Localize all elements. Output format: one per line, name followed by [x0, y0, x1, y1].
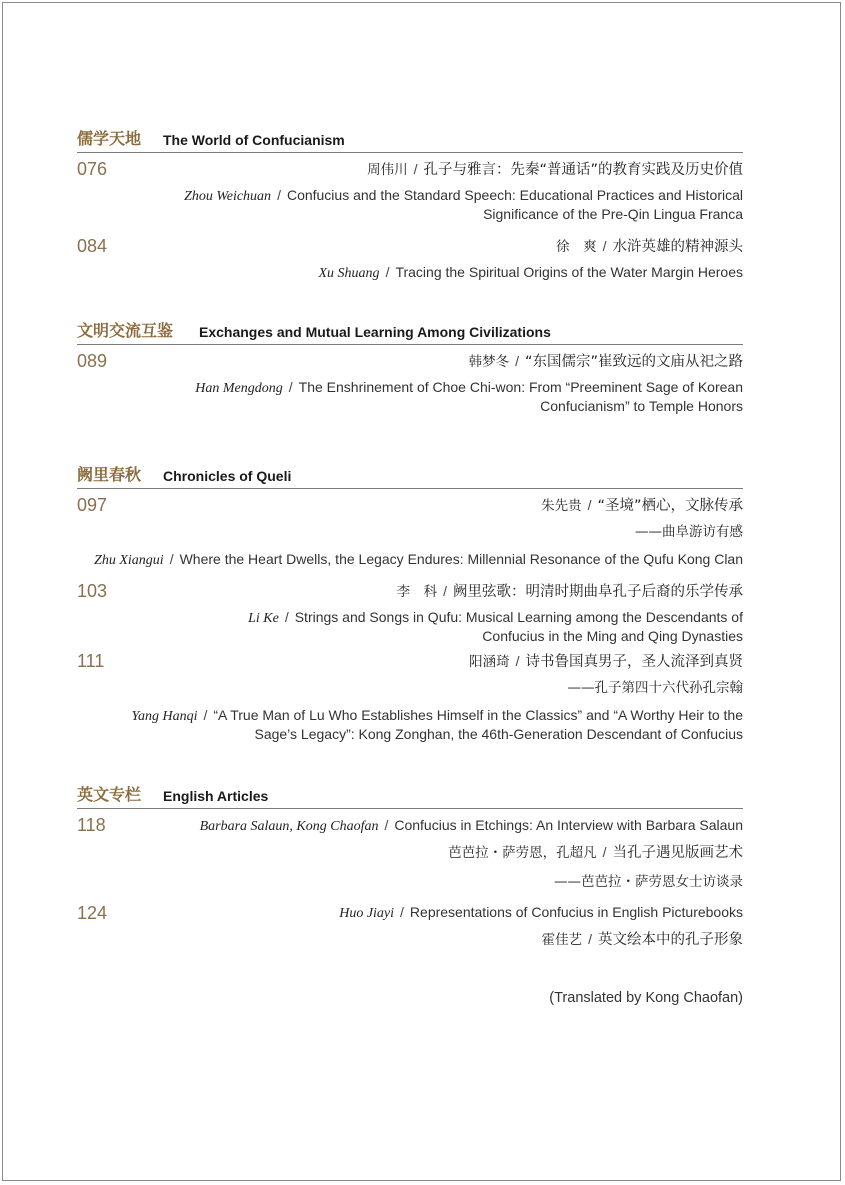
separator: /	[588, 931, 592, 947]
separator: /	[284, 609, 289, 625]
cn-title: 诗书鲁国真男子，圣人流泽到真贤	[525, 654, 743, 670]
en-title: Representations of Confucius in English Picturebooks	[409, 904, 743, 920]
en-title: Tracing the Spiritual Origins of the Water Margin Heroes	[395, 264, 743, 280]
page-number: 103	[77, 581, 108, 601]
page-number: 076	[77, 159, 108, 179]
en-line-2	[254, 725, 743, 744]
cn-author: 李 科	[396, 584, 438, 600]
cn-line	[448, 843, 743, 863]
cn-title: 英文绘本中的孔子形象	[598, 932, 743, 948]
cn-title: “圣境”栖心，文脉传承	[597, 498, 743, 514]
en-title: Where the Heart Dwells, the Legacy Endures: Millennial Resonance of the Qufu Kong Clan	[179, 551, 743, 567]
en-line	[184, 186, 743, 206]
page-number: 118	[77, 815, 106, 835]
cn-author: 阳涵琦	[469, 654, 510, 670]
en-title-continued: Significance of the Pre-Qin Lingua Franca	[483, 206, 743, 222]
section-title-en: English Articles	[163, 788, 269, 804]
cn-author: 周伟川	[367, 162, 408, 178]
en-author: Zhu Xiangui	[94, 553, 164, 568]
section-header	[77, 464, 743, 489]
en-line	[339, 903, 743, 923]
separator: /	[602, 844, 607, 860]
page-number: 124	[77, 903, 108, 923]
en-title: The Enshrinement of Choe Chi-won: From “Preeminent Sage of Korean	[298, 379, 743, 395]
cn-line	[541, 496, 743, 516]
separator: /	[515, 653, 520, 669]
separator: /	[443, 583, 447, 599]
cn-line	[469, 352, 743, 372]
section-header	[77, 320, 743, 345]
cn-subtitle-line	[568, 678, 744, 698]
en-line	[94, 550, 743, 570]
separator: /	[400, 904, 404, 920]
en-author: Li Ke	[248, 611, 279, 626]
en-title-continued: Confucius in the Ming and Qing Dynasties	[482, 628, 743, 644]
en-title-continued: Confucianism” to Temple Honors	[540, 398, 743, 414]
cn-subtitle: ——曲阜游访有感	[635, 524, 743, 540]
en-line	[319, 263, 744, 283]
en-line	[200, 816, 743, 836]
section-title-en: Exchanges and Mutual Learning Among Civilizations	[199, 324, 551, 340]
cn-title: “东国儒宗”崔致远的文庙从祀之路	[524, 354, 743, 370]
section-title-en: The World of Confucianism	[163, 132, 345, 148]
separator: /	[602, 238, 607, 254]
en-title: “A True Man of Lu Who Establishes Himself in the Classics” and “A Worthy Heir to the	[213, 707, 743, 723]
section-title-en: Chronicles of Queli	[163, 468, 292, 484]
cn-line	[542, 930, 743, 950]
cn-title: 孔子与雅言：先秦“普通话”的教育实践及历史价值	[423, 162, 743, 178]
separator: /	[385, 264, 390, 280]
en-author: Xu Shuang	[318, 266, 380, 281]
cn-line	[469, 652, 743, 672]
cn-line	[556, 237, 743, 257]
cn-author: 朱先贵	[541, 498, 582, 514]
section-title-cn: 文明交流互鉴	[77, 321, 174, 340]
en-author: Han Mengdong	[195, 381, 283, 396]
section-header	[77, 128, 743, 153]
en-title: Confucius in Etchings: An Interview with Barbara Salaun	[394, 817, 743, 833]
section-title-cn: 阙里春秋	[77, 465, 142, 484]
en-line-2	[540, 397, 743, 416]
en-line-2	[482, 627, 743, 646]
section-title-cn: 英文专栏	[77, 785, 142, 804]
section-english-articles	[77, 784, 743, 809]
page-number: 089	[77, 351, 108, 371]
cn-subtitle: ——芭芭拉・萨劳恩女士访谈录	[554, 874, 743, 890]
en-title: Strings and Songs in Qufu: Musical Learning among the Descendants of	[294, 609, 743, 625]
separator: /	[515, 353, 519, 369]
cn-title: 水浒英雄的精神源头	[612, 239, 743, 255]
cn-author: 韩梦冬	[468, 354, 510, 370]
cn-subtitle-line	[635, 522, 743, 542]
en-author: Barbara Salaun, Kong Chaofan	[199, 819, 379, 834]
en-title: Confucius and the Standard Speech: Educational Practices and Historical	[286, 187, 743, 203]
en-title-continued: Sage’s Legacy”: Kong Zonghan, the 46th-Generation Descendant of Confucius	[254, 726, 743, 742]
cn-author: 芭芭拉・萨劳恩，孔超凡	[448, 845, 597, 861]
separator: /	[413, 161, 418, 177]
separator: /	[277, 187, 281, 203]
page-number: 111	[77, 651, 105, 671]
page-number: 084	[77, 236, 108, 256]
separator: /	[288, 379, 293, 395]
separator: /	[203, 707, 208, 723]
separator: /	[169, 551, 174, 567]
section-world-of-confucianism	[77, 128, 743, 153]
cn-subtitle-line	[554, 872, 743, 892]
page-number: 097	[77, 495, 108, 515]
cn-subtitle: ——孔子第四十六代孙孔宗翰	[567, 680, 743, 696]
section-title-cn: 儒学天地	[77, 129, 142, 148]
en-author: Yang Hanqi	[131, 709, 198, 724]
cn-line	[397, 582, 743, 602]
en-author: Huo Jiayi	[339, 906, 395, 921]
en-line-2	[483, 205, 743, 224]
en-author: Zhou Weichuan	[184, 189, 272, 204]
cn-title: 阙里弦歌：明清时期曲阜孔子后裔的乐学传承	[453, 584, 743, 600]
en-line	[131, 706, 743, 726]
cn-author: 徐 爽	[556, 239, 597, 255]
separator: /	[587, 497, 592, 513]
section-exchanges-mutual-learning	[77, 320, 743, 345]
section-header	[77, 784, 743, 809]
section-chronicles-of-queli	[77, 464, 743, 489]
cn-title: 当孔子遇见版画艺术	[612, 845, 743, 861]
separator: /	[384, 817, 389, 833]
cn-line	[367, 160, 743, 180]
translator-note: (Translated by Kong Chaofan)	[549, 990, 743, 1006]
cn-author: 霍佳艺	[541, 932, 583, 948]
en-line	[195, 378, 743, 398]
en-line	[248, 608, 743, 628]
